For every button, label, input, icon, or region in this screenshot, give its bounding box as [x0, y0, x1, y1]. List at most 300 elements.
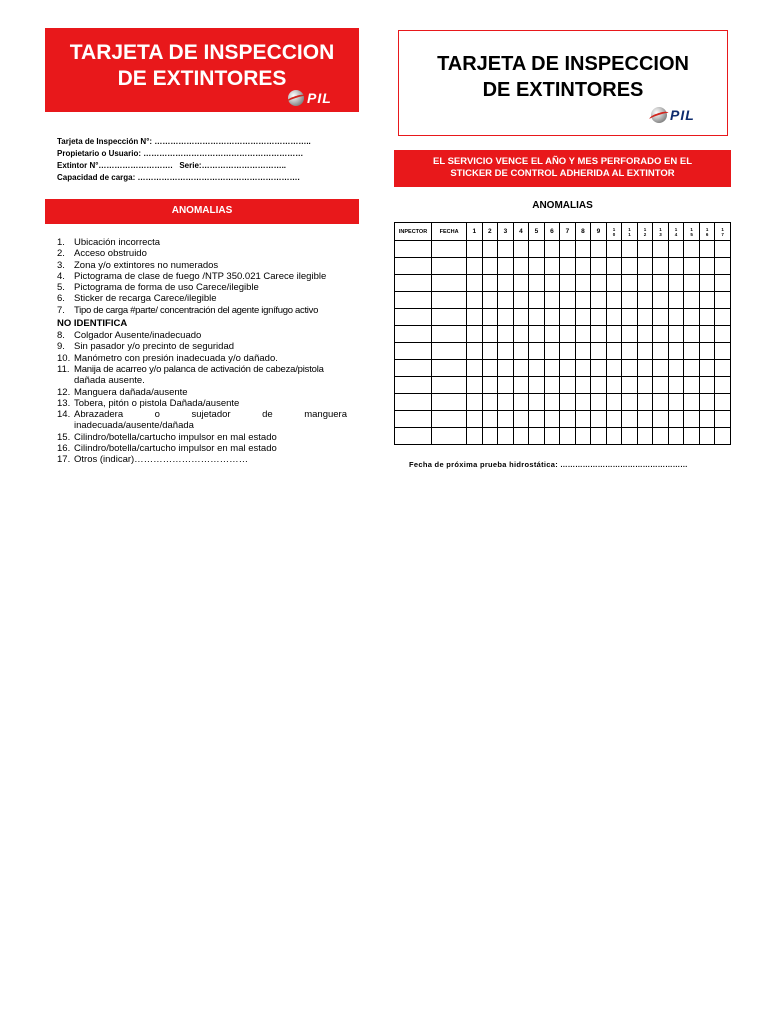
- right-logo-text: PIL: [670, 107, 695, 123]
- right-title-line1: TARJETA DE INSPECCION: [437, 53, 689, 75]
- grid-cell[interactable]: [637, 241, 653, 258]
- grid-cell[interactable]: [591, 309, 607, 326]
- grid-cell[interactable]: [482, 394, 498, 411]
- left-fields: [57, 136, 357, 184]
- grid-cell[interactable]: [699, 411, 715, 428]
- grid-cell[interactable]: [606, 258, 622, 275]
- grid-cell[interactable]: [467, 275, 483, 292]
- grid-cell[interactable]: [637, 292, 653, 309]
- grid-cell[interactable]: [513, 428, 529, 445]
- grid-cell[interactable]: [699, 377, 715, 394]
- grid-cell[interactable]: [668, 428, 684, 445]
- grid-cell[interactable]: [637, 326, 653, 343]
- grid-cell[interactable]: [560, 343, 576, 360]
- field-capacidad: Capacidad de carga: …………………………………………………….: [57, 173, 300, 182]
- grid-cell[interactable]: [699, 343, 715, 360]
- grid-cell[interactable]: [653, 394, 669, 411]
- grid-cell[interactable]: [395, 241, 432, 258]
- service-notice-banner: [394, 150, 731, 187]
- grid-cell[interactable]: [684, 292, 700, 309]
- grid-cell[interactable]: [544, 309, 560, 326]
- grid-cell[interactable]: [622, 309, 638, 326]
- grid-cell[interactable]: [575, 360, 591, 377]
- grid-cell[interactable]: [467, 411, 483, 428]
- grid-cell[interactable]: [513, 309, 529, 326]
- grid-cell[interactable]: [699, 428, 715, 445]
- grid-cell[interactable]: [684, 343, 700, 360]
- grid-cell[interactable]: [668, 377, 684, 394]
- grid-cell[interactable]: [668, 360, 684, 377]
- grid-cell[interactable]: [575, 411, 591, 428]
- grid-cell[interactable]: [432, 377, 467, 394]
- grid-cell[interactable]: [684, 428, 700, 445]
- grid-cell[interactable]: [498, 360, 514, 377]
- grid-cell[interactable]: [560, 241, 576, 258]
- header-fecha: FECHA: [432, 223, 467, 241]
- globe-logo-icon: [651, 107, 667, 123]
- grid-cell[interactable]: [544, 258, 560, 275]
- left-anomalias-title: ANOMALIAS: [171, 205, 233, 216]
- grid-cell[interactable]: [513, 377, 529, 394]
- grid-cell[interactable]: [668, 309, 684, 326]
- grid-cell[interactable]: [715, 343, 731, 360]
- grid-cell[interactable]: [432, 309, 467, 326]
- service-notice-line2: STICKER DE CONTROL ADHERIDA AL EXTINTOR: [450, 168, 675, 179]
- grid-cell[interactable]: [668, 258, 684, 275]
- grid-cell[interactable]: [591, 343, 607, 360]
- grid-cell[interactable]: [498, 309, 514, 326]
- grid-cell[interactable]: [684, 411, 700, 428]
- grid-cell[interactable]: [529, 275, 545, 292]
- grid-cell[interactable]: [395, 377, 432, 394]
- grid-cell[interactable]: [432, 292, 467, 309]
- grid-cell[interactable]: [467, 309, 483, 326]
- grid-cell[interactable]: [699, 275, 715, 292]
- list-item: 9. Sin pasador y/o precinto de seguridad: [57, 341, 235, 353]
- grid-cell[interactable]: [715, 275, 731, 292]
- grid-cell[interactable]: [591, 428, 607, 445]
- grid-cell[interactable]: [668, 343, 684, 360]
- grid-cell[interactable]: [653, 411, 669, 428]
- list-item: 16. Cilindro/botella/cartucho impulsor en mal estado: [57, 443, 277, 455]
- grid-cell[interactable]: [591, 292, 607, 309]
- list-item: 10. Manómetro con presión inadecuada y/o dañado.: [57, 352, 278, 364]
- grid-cell[interactable]: [482, 360, 498, 377]
- grid-cell[interactable]: [498, 241, 514, 258]
- grid-cell[interactable]: [544, 377, 560, 394]
- grid-cell[interactable]: [544, 360, 560, 377]
- left-anomalies-list: [57, 237, 347, 466]
- list-item: 11. Manija de acarreo y/o palanca de activación de cabeza/pistola dañada ausente.: [57, 363, 324, 387]
- grid-cell[interactable]: [684, 326, 700, 343]
- header-number-stacked: 1 4: [668, 223, 684, 241]
- grid-cell[interactable]: [622, 258, 638, 275]
- grid-cell[interactable]: [395, 343, 432, 360]
- grid-cell[interactable]: [684, 241, 700, 258]
- grid-cell[interactable]: [699, 258, 715, 275]
- grid-cell[interactable]: [591, 326, 607, 343]
- header-number-stacked: 1 2: [637, 223, 653, 241]
- hydrostatic-test-label: Fecha de próxima prueba hidrostática:: [409, 460, 559, 469]
- grid-cell[interactable]: [560, 394, 576, 411]
- grid-cell[interactable]: [575, 343, 591, 360]
- grid-cell[interactable]: [529, 241, 545, 258]
- grid-cell[interactable]: [529, 360, 545, 377]
- grid-cell[interactable]: [482, 411, 498, 428]
- grid-cell[interactable]: [467, 394, 483, 411]
- grid-cell[interactable]: [432, 411, 467, 428]
- grid-row: [395, 428, 731, 445]
- grid-cell[interactable]: [513, 326, 529, 343]
- grid-cell[interactable]: [715, 377, 731, 394]
- list-item: 12. Manguera dañada/ausente: [57, 386, 188, 398]
- grid-cell[interactable]: [591, 411, 607, 428]
- list-item: 8. Colgador Ausente/inadecuado: [57, 330, 202, 342]
- grid-cell[interactable]: [653, 292, 669, 309]
- grid-cell[interactable]: [715, 326, 731, 343]
- grid-cell[interactable]: [653, 377, 669, 394]
- grid-cell[interactable]: [684, 275, 700, 292]
- grid-cell[interactable]: [395, 309, 432, 326]
- grid-cell[interactable]: [699, 241, 715, 258]
- grid-cell[interactable]: [684, 258, 700, 275]
- grid-cell[interactable]: [482, 241, 498, 258]
- grid-cell[interactable]: [684, 377, 700, 394]
- header-number-stacked: 1 3: [653, 223, 669, 241]
- grid-cell[interactable]: [622, 326, 638, 343]
- grid-cell[interactable]: [498, 326, 514, 343]
- grid-cell[interactable]: [482, 258, 498, 275]
- grid-cell[interactable]: [467, 241, 483, 258]
- grid-row: [395, 360, 731, 377]
- grid-cell[interactable]: [544, 343, 560, 360]
- grid-cell[interactable]: [482, 309, 498, 326]
- grid-cell[interactable]: [637, 428, 653, 445]
- list-item: 15. Cilindro/botella/cartucho impulsor en mal estado: [57, 431, 277, 443]
- grid-cell[interactable]: [560, 292, 576, 309]
- grid-cell[interactable]: [560, 309, 576, 326]
- grid-cell[interactable]: [699, 394, 715, 411]
- grid-cell[interactable]: [529, 343, 545, 360]
- right-title-line2: DE EXTINTORES: [482, 79, 644, 101]
- grid-cell[interactable]: [637, 258, 653, 275]
- grid-cell[interactable]: [395, 411, 432, 428]
- grid-row: [395, 343, 731, 360]
- grid-cell[interactable]: [482, 428, 498, 445]
- grid-cell[interactable]: [622, 275, 638, 292]
- grid-cell[interactable]: [606, 360, 622, 377]
- list-item: 6. Sticker de recarga Carece/ilegible: [57, 293, 217, 305]
- grid-cell[interactable]: [591, 258, 607, 275]
- grid-cell[interactable]: [467, 326, 483, 343]
- grid-cell[interactable]: [498, 258, 514, 275]
- globe-logo-icon: [288, 90, 304, 106]
- grid-cell[interactable]: [575, 394, 591, 411]
- grid-row: [395, 411, 731, 428]
- grid-cell[interactable]: [513, 292, 529, 309]
- grid-row: [395, 241, 731, 258]
- grid-cell[interactable]: [637, 343, 653, 360]
- grid-cell[interactable]: [606, 241, 622, 258]
- list-item: 7. Tipo de carga #parte/ concentración del agente ignífugo activo: [57, 304, 319, 316]
- grid-cell[interactable]: [668, 394, 684, 411]
- field-extintor: Extintor N°………………………. Serie:…………………………..: [57, 161, 287, 170]
- left-logo: [288, 90, 332, 106]
- grid-cell[interactable]: [560, 258, 576, 275]
- grid-cell[interactable]: [432, 360, 467, 377]
- grid-cell[interactable]: [606, 309, 622, 326]
- grid-cell[interactable]: [606, 394, 622, 411]
- grid-cell[interactable]: [432, 241, 467, 258]
- grid-cell[interactable]: [467, 360, 483, 377]
- grid-cell[interactable]: [591, 360, 607, 377]
- grid-row: [395, 309, 731, 326]
- grid-cell[interactable]: [529, 292, 545, 309]
- grid-cell[interactable]: [591, 241, 607, 258]
- grid-cell[interactable]: [482, 292, 498, 309]
- list-item: 3. Zona y/o extintores no numerados: [57, 259, 219, 271]
- grid-cell[interactable]: [432, 258, 467, 275]
- grid-cell[interactable]: [575, 258, 591, 275]
- header-number: 3: [498, 223, 514, 241]
- grid-cell[interactable]: [498, 377, 514, 394]
- grid-cell[interactable]: [668, 275, 684, 292]
- grid-cell[interactable]: [575, 428, 591, 445]
- header-number: 9: [591, 223, 607, 241]
- grid-cell[interactable]: [467, 292, 483, 309]
- grid-cell[interactable]: [622, 411, 638, 428]
- grid-cell[interactable]: [622, 394, 638, 411]
- grid-cell[interactable]: [575, 241, 591, 258]
- grid-cell[interactable]: [560, 428, 576, 445]
- grid-cell[interactable]: [529, 377, 545, 394]
- grid-cell[interactable]: [637, 360, 653, 377]
- grid-cell[interactable]: [653, 241, 669, 258]
- grid-cell[interactable]: [575, 326, 591, 343]
- grid-row: [395, 275, 731, 292]
- grid-cell[interactable]: [684, 360, 700, 377]
- grid-cell[interactable]: [513, 411, 529, 428]
- grid-cell[interactable]: [715, 411, 731, 428]
- grid-cell[interactable]: [606, 292, 622, 309]
- grid-cell[interactable]: [529, 326, 545, 343]
- grid-cell[interactable]: [498, 275, 514, 292]
- header-number: 6: [544, 223, 560, 241]
- grid-cell[interactable]: [467, 428, 483, 445]
- grid-cell[interactable]: [482, 377, 498, 394]
- grid-cell[interactable]: [606, 275, 622, 292]
- header-number: 8: [575, 223, 591, 241]
- grid-cell[interactable]: [513, 241, 529, 258]
- grid-cell[interactable]: [699, 326, 715, 343]
- grid-cell[interactable]: [467, 377, 483, 394]
- grid-cell[interactable]: [699, 292, 715, 309]
- grid-row: [395, 326, 731, 343]
- grid-cell[interactable]: [591, 394, 607, 411]
- field-tarjeta: Tarjeta de Inspección N°: …………………………………………………..: [57, 137, 311, 146]
- grid-cell[interactable]: [637, 394, 653, 411]
- grid-cell[interactable]: [637, 411, 653, 428]
- grid-cell[interactable]: [467, 258, 483, 275]
- grid-cell[interactable]: [653, 258, 669, 275]
- grid-cell[interactable]: [653, 326, 669, 343]
- left-title-line1: TARJETA DE INSPECCION: [69, 41, 335, 64]
- grid-cell[interactable]: [606, 428, 622, 445]
- grid-cell[interactable]: [560, 360, 576, 377]
- grid-cell[interactable]: [699, 309, 715, 326]
- field-propietario: Propietario o Usuario: ……………………………………………………: [57, 149, 304, 158]
- header-number: 7: [560, 223, 576, 241]
- grid-cell[interactable]: [529, 428, 545, 445]
- grid-cell[interactable]: [482, 326, 498, 343]
- grid-cell[interactable]: [432, 326, 467, 343]
- grid-cell[interactable]: [513, 258, 529, 275]
- grid-cell[interactable]: [715, 241, 731, 258]
- header-number: 1: [467, 223, 483, 241]
- grid-cell[interactable]: [653, 428, 669, 445]
- grid-cell[interactable]: [637, 309, 653, 326]
- grid-cell[interactable]: [529, 258, 545, 275]
- grid-cell[interactable]: [575, 377, 591, 394]
- list-item: 17. Otros (indicar)………………………………: [57, 454, 249, 466]
- header-number: 2: [482, 223, 498, 241]
- left-logo-text: PIL: [307, 90, 332, 106]
- grid-header-row: [395, 223, 731, 241]
- list-item: 13. Tobera, pitón o pistola Dañada/ausente: [57, 397, 240, 409]
- hydrostatic-test-value: ……………………………………………: [560, 460, 688, 469]
- grid-cell[interactable]: [606, 326, 622, 343]
- left-title-banner: [45, 28, 359, 112]
- grid-cell[interactable]: [622, 343, 638, 360]
- grid-row: [395, 377, 731, 394]
- grid-cell[interactable]: [653, 275, 669, 292]
- list-item: 1. Ubicación incorrecta: [57, 237, 161, 248]
- grid-cell[interactable]: [606, 411, 622, 428]
- grid-cell[interactable]: [560, 411, 576, 428]
- right-logo: [651, 107, 695, 123]
- grid-cell[interactable]: [653, 309, 669, 326]
- grid-cell[interactable]: [513, 343, 529, 360]
- grid-cell[interactable]: [395, 275, 432, 292]
- grid-cell[interactable]: [575, 292, 591, 309]
- grid-cell[interactable]: [668, 411, 684, 428]
- grid-cell[interactable]: [513, 394, 529, 411]
- right-title-box: [398, 30, 728, 136]
- grid-cell[interactable]: [467, 343, 483, 360]
- list-item: 14. Abrazadera o sujetador de manguera inadecuada/ausente/dañada: [57, 409, 347, 432]
- grid-cell[interactable]: [498, 292, 514, 309]
- service-notice-line1: EL SERVICIO VENCE EL AÑO Y MES PERFORADO EN EL: [432, 156, 693, 167]
- grid-cell[interactable]: [622, 377, 638, 394]
- hydrostatic-test-footer: [409, 460, 688, 469]
- grid-cell[interactable]: [544, 326, 560, 343]
- grid-cell[interactable]: [715, 394, 731, 411]
- grid-cell[interactable]: [395, 326, 432, 343]
- left-title-line2: DE EXTINTORES: [117, 67, 287, 90]
- grid-cell[interactable]: [653, 343, 669, 360]
- grid-cell[interactable]: [395, 360, 432, 377]
- grid-cell[interactable]: [395, 292, 432, 309]
- grid-cell[interactable]: [432, 275, 467, 292]
- right-anomalias-title: ANOMALIAS: [532, 200, 593, 211]
- grid-cell[interactable]: [653, 360, 669, 377]
- grid-cell[interactable]: [544, 241, 560, 258]
- header-number-stacked: 1 0: [606, 223, 622, 241]
- inspection-grid: [394, 222, 731, 445]
- grid-cell[interactable]: [498, 394, 514, 411]
- grid-cell[interactable]: [498, 343, 514, 360]
- grid-cell[interactable]: [432, 343, 467, 360]
- grid-cell[interactable]: [544, 275, 560, 292]
- grid-cell[interactable]: [529, 394, 545, 411]
- grid-cell[interactable]: [544, 292, 560, 309]
- grid-cell[interactable]: [668, 292, 684, 309]
- grid-cell[interactable]: [513, 360, 529, 377]
- grid-cell[interactable]: [606, 343, 622, 360]
- grid-cell[interactable]: [684, 309, 700, 326]
- header-number: 5: [529, 223, 545, 241]
- grid-cell[interactable]: [432, 394, 467, 411]
- grid-cell[interactable]: [715, 258, 731, 275]
- grid-cell[interactable]: [622, 428, 638, 445]
- grid-row: [395, 292, 731, 309]
- grid-cell[interactable]: [544, 411, 560, 428]
- grid-cell[interactable]: [560, 377, 576, 394]
- grid-cell[interactable]: [498, 428, 514, 445]
- grid-cell[interactable]: [622, 241, 638, 258]
- list-item: 2. Acceso obstruido: [57, 248, 147, 260]
- grid-cell[interactable]: [684, 394, 700, 411]
- grid-cell[interactable]: [395, 394, 432, 411]
- header-inspector: INPECTOR: [395, 223, 432, 241]
- grid-cell[interactable]: [637, 275, 653, 292]
- grid-cell[interactable]: [715, 292, 731, 309]
- grid-cell[interactable]: [544, 394, 560, 411]
- grid-cell[interactable]: [432, 428, 467, 445]
- grid-cell[interactable]: [668, 326, 684, 343]
- grid-cell[interactable]: [498, 411, 514, 428]
- grid-cell[interactable]: [622, 292, 638, 309]
- grid-cell[interactable]: [715, 428, 731, 445]
- grid-cell[interactable]: [622, 360, 638, 377]
- grid-cell[interactable]: [699, 360, 715, 377]
- grid-cell[interactable]: [637, 377, 653, 394]
- header-number-stacked: 1 7: [715, 223, 731, 241]
- grid-cell[interactable]: [529, 411, 545, 428]
- grid-cell[interactable]: [395, 258, 432, 275]
- grid-row: [395, 394, 731, 411]
- grid-cell[interactable]: [575, 275, 591, 292]
- grid-cell[interactable]: [513, 275, 529, 292]
- grid-cell[interactable]: [575, 309, 591, 326]
- grid-cell[interactable]: [668, 241, 684, 258]
- grid-cell[interactable]: [591, 275, 607, 292]
- grid-cell[interactable]: [482, 343, 498, 360]
- grid-cell[interactable]: [482, 275, 498, 292]
- grid-cell[interactable]: [544, 428, 560, 445]
- grid-cell[interactable]: [560, 326, 576, 343]
- list-item: 4. Pictograma de clase de fuego /NTP 350.021 Carece ilegible: [57, 270, 327, 282]
- grid-row: [395, 258, 731, 275]
- grid-cell[interactable]: [560, 275, 576, 292]
- grid-cell[interactable]: [715, 309, 731, 326]
- grid-cell[interactable]: [606, 377, 622, 394]
- left-anomalias-banner: [45, 199, 359, 224]
- grid-cell[interactable]: [591, 377, 607, 394]
- grid-cell[interactable]: [715, 360, 731, 377]
- grid-cell[interactable]: [529, 309, 545, 326]
- grid-cell[interactable]: [395, 428, 432, 445]
